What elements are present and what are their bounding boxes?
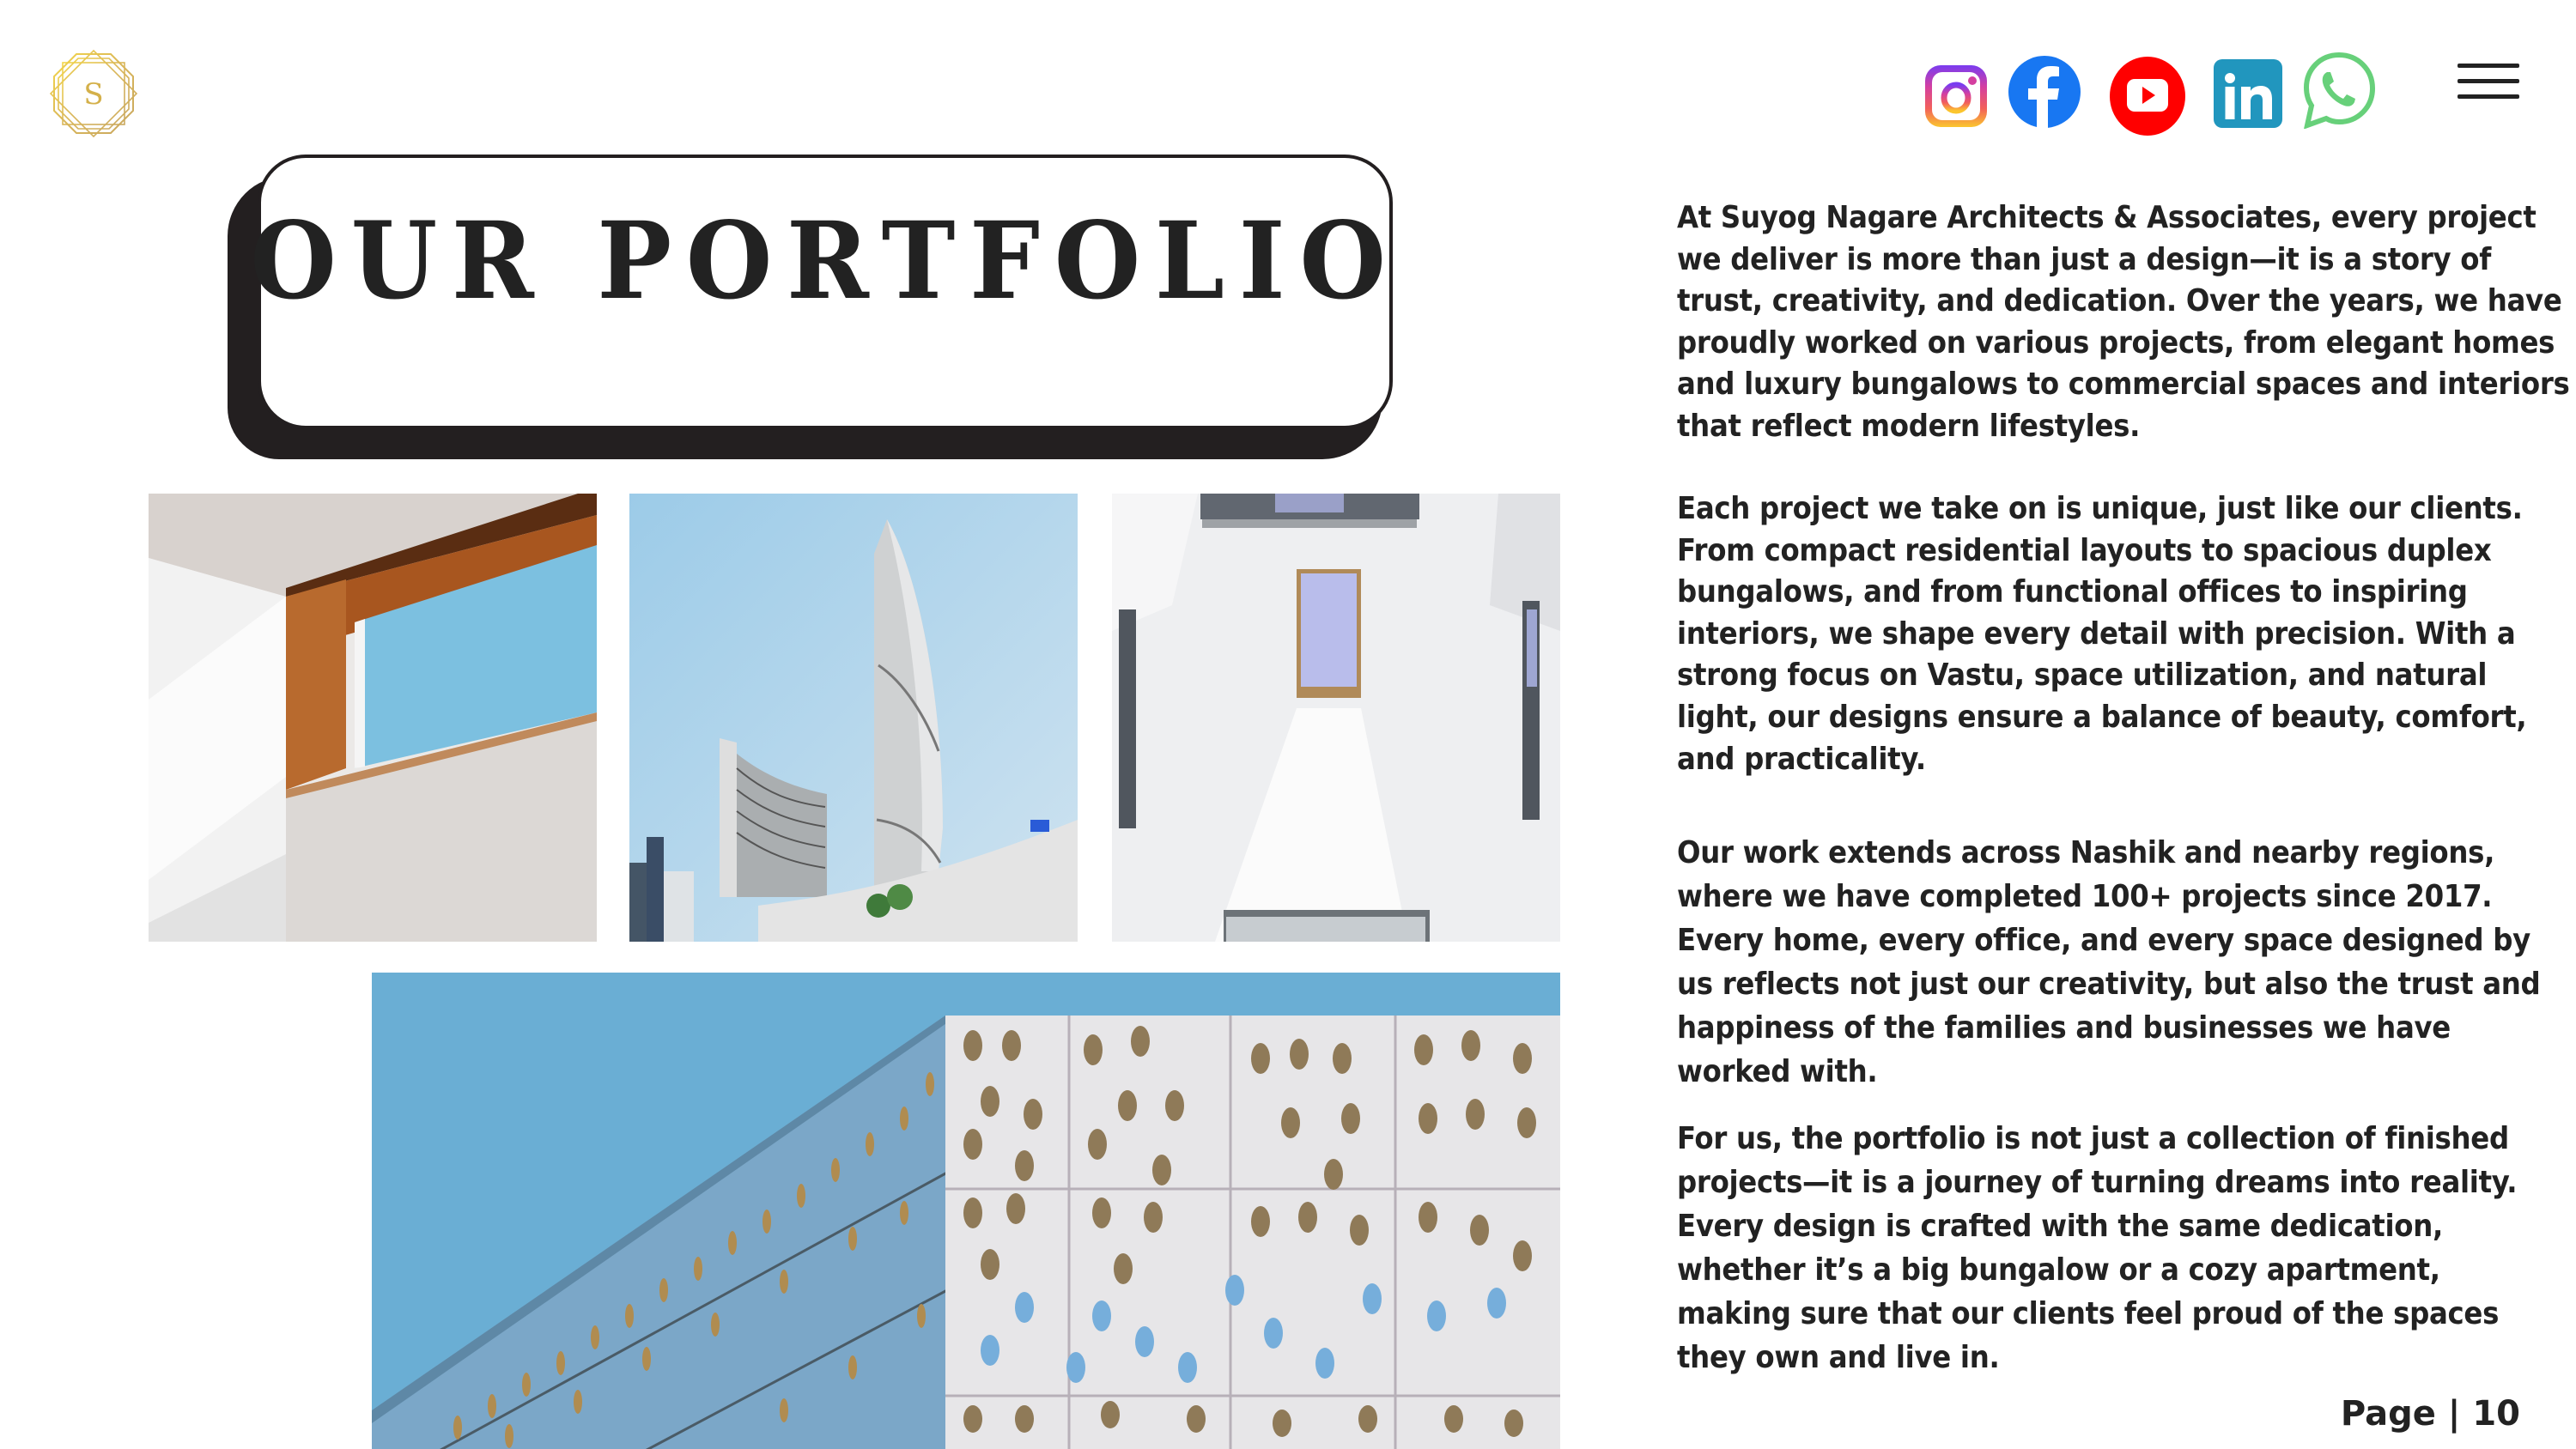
linkedin-icon	[2212, 58, 2284, 130]
title-box	[250, 155, 1400, 429]
youtube-link[interactable]	[2108, 57, 2187, 136]
svg-text:S: S	[83, 77, 104, 112]
description-paragraph: Each project we take on is unique, just like our clients. From compact residential layouts to spacious duplex bungalows, and from functional offices to inspiring interiors, we shape every detail with precision. With a strong focus on Vastu, space utilization, and natural light, our designs ensure a balance of beauty, comfort, and practicality.	[1677, 491, 2527, 777]
youtube-icon	[2108, 57, 2187, 136]
whatsapp-link[interactable]	[2301, 52, 2377, 129]
page-number: Page | 10	[2340, 1394, 2520, 1434]
portfolio-photo-skylight[interactable]	[1112, 494, 1560, 942]
hamburger-menu-button[interactable]	[2458, 62, 2519, 100]
instagram-icon	[1922, 62, 1990, 130]
instagram-link[interactable]	[1922, 62, 1990, 130]
gold-octagon-logo-icon	[47, 47, 140, 140]
page-title: OUR PORTFOLIO	[250, 198, 1400, 324]
description-paragraph: For us, the portfolio is not just a collection of finished projects—it is a journey of turning dreams into reality. Every design is crafted with the same dedication, whether it’s a big bungalow or a cozy apartment, making sure that our clients feel proud of the spaces they own and live in.	[1677, 1121, 2518, 1375]
interior-window-image	[149, 494, 597, 942]
linkedin-link[interactable]	[2212, 58, 2284, 130]
portfolio-photo-window-interior[interactable]	[149, 494, 597, 942]
menu-line-icon	[2458, 64, 2519, 68]
description-paragraph: At Suyog Nagare Architects & Associates, every project we deliver is more than just a design—it is a story of trust, creativity, and dedication. Over the years, we have proudly worked on various projects, from elegant homes and luxury bungalows to commercial spaces and interiors that reflect modern lifestyles.	[1677, 200, 2570, 444]
skylight-interior-image	[1112, 494, 1560, 942]
portfolio-photo-perforated-facade[interactable]	[372, 973, 1560, 1449]
facebook-link[interactable]	[2008, 55, 2081, 129]
perforated-facade-image	[372, 973, 1560, 1449]
company-logo[interactable]	[47, 47, 140, 140]
description-paragraph: Our work extends across Nashik and nearby regions, where we have completed 100+ projects since 2017. Every home, every office, and every space designed by us reflects not just our creativity, but also the trust and happiness of the families and businesses we have worked with.	[1677, 835, 2541, 1089]
facebook-icon	[2008, 55, 2081, 129]
portfolio-photo-tower[interactable]	[629, 494, 1078, 942]
curved-towers-image	[629, 494, 1078, 942]
menu-line-icon	[2458, 94, 2519, 99]
menu-line-icon	[2458, 79, 2519, 83]
whatsapp-icon	[2301, 52, 2377, 129]
